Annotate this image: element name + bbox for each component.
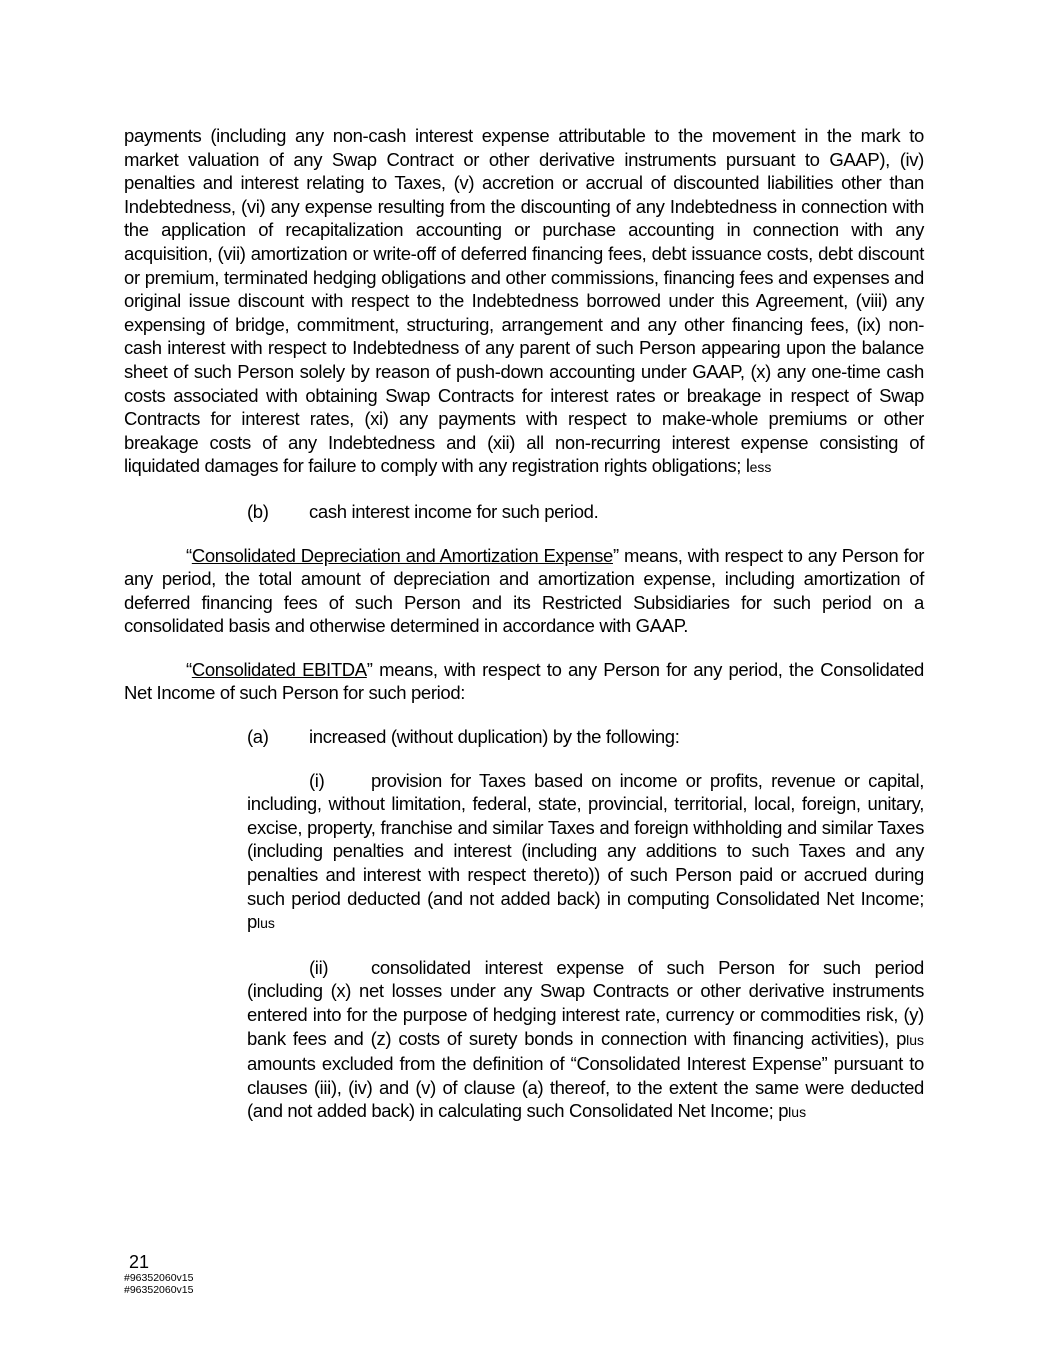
defined-term: Consolidated EBITDA: [191, 658, 367, 680]
less-keyword-rest: ess: [749, 459, 772, 476]
clause-b: [124, 500, 924, 524]
plus-keyword-initial: p: [778, 1100, 789, 1122]
clause-b-label: (b): [247, 500, 269, 522]
subclause-ii-text-continued: amounts excluded from the definition of “Consolidated Interest Expense” pursuant to clauses (iii), (iv) and (v) of clause (a) thereof, to the extent the same were deducted (and not added back) in calculating such Consolidated Net Income;: [247, 1053, 924, 1122]
plus-keyword-rest: lus: [788, 1104, 807, 1121]
plus-keyword-initial: p: [896, 1027, 907, 1049]
clause-a-label: (a): [247, 726, 269, 748]
subclause-i: [247, 769, 924, 936]
plus-keyword-initial: p: [247, 911, 257, 933]
less-keyword-initial: l: [745, 455, 750, 477]
page-number: 21: [129, 1252, 150, 1272]
document-id: #96352060v15: [124, 1272, 194, 1284]
subclause-ii: [247, 956, 924, 1125]
document-id: #96352060v15: [124, 1284, 194, 1296]
page-footer: [124, 1252, 194, 1296]
subclause-ii-text: consolidated interest expense of such Person for such period (including (x) net losses under any Swap Contracts or other derivative instruments entered into for the purpose of hedging interest rate, currency or commodities risk, (y) bank fees and (z) costs of surety bonds in connection with financing activities),: [247, 956, 924, 1049]
plus-keyword-rest: lus: [906, 1031, 924, 1048]
clause-a: [124, 725, 924, 749]
open-quote: “: [186, 544, 192, 566]
subclause-i-text: provision for Taxes based on income or profits, revenue or capital, including, without limitation, federal, state, provincial, territorial, local, foreign, unitary, excise, property, franchise and similar Taxes and foreign withholding and similar Taxes (including penalties and interest (including any additions to such Taxes and any penalties and interest with respect thereto)) of such Person paid or accrued during such period deducted (and not added back) in computing Consolidated Net Income;: [247, 769, 924, 909]
defined-term: Consolidated Depreciation and Amortization Expense: [191, 544, 613, 566]
clause-b-text: cash interest income for such period.: [309, 500, 599, 522]
subclause-ii-label: (ii): [309, 956, 329, 978]
subclause-i-label: (i): [309, 769, 325, 791]
definition-text: ” means, with respect to any Person for any period, the total amount of depreciation and amortization expense, including amortization of deferred financing fees of such Person and its Restricted Subsidiaries for such period on a consolidated basis and otherwise determined in accordance with GAAP.: [124, 544, 924, 637]
plus-keyword-rest: lus: [256, 915, 275, 932]
clause-a-text: increased (without duplication) by the following:: [309, 726, 680, 748]
paragraph-interest-expense-continued: [124, 124, 924, 480]
document-body: [124, 124, 924, 1125]
paragraph-text: payments (including any non-cash interest expense attributable to the movement in the mark to market valuation of any Swap Contract or other derivative instruments pursuant to GAAP), (iv) penalties and interest relating to Taxes, (v) accretion or accrual of discounted liabilities other than Indebtedness, (vi) any expense resulting from the discounting of any Indebtedness in connection with the application of recapitalization accounting or purchase accounting in connection with any acquisition, (vii) amortization or write-off of deferred financing fees, debt issuance costs, debt discount or premium, terminated hedging obligations and other commissions, financing fees and expenses and original issue discount with respect to the Indebtedness borrowed under this Agreement, (viii) any expensing of bridge, commitment, structuring, arrangement and any other financing fees, (ix) non-cash interest with respect to Indebtedness of any parent of such Person appearing upon the balance sheet of such Person solely by reason of push-down accounting under GAAP, (x) any one-time cash costs associated with obtaining Swap Contracts for interest rates or breakage in respect of Swap Contracts for interest rates, (xi) any payments with respect to make-whole premiums or other breakage costs of any Indebtedness and (xii) all non-recurring interest expense consisting of liquidated damages for failure to comply with any registration rights obligations;: [124, 125, 924, 477]
definition-text: ” means, with respect to any Person for any period, the Consolidated Net Income of such Person for such period:: [124, 658, 924, 704]
definition-consolidated-ebitda: [124, 658, 924, 705]
definition-depreciation-amortization: [124, 544, 924, 638]
open-quote: “: [186, 658, 192, 680]
